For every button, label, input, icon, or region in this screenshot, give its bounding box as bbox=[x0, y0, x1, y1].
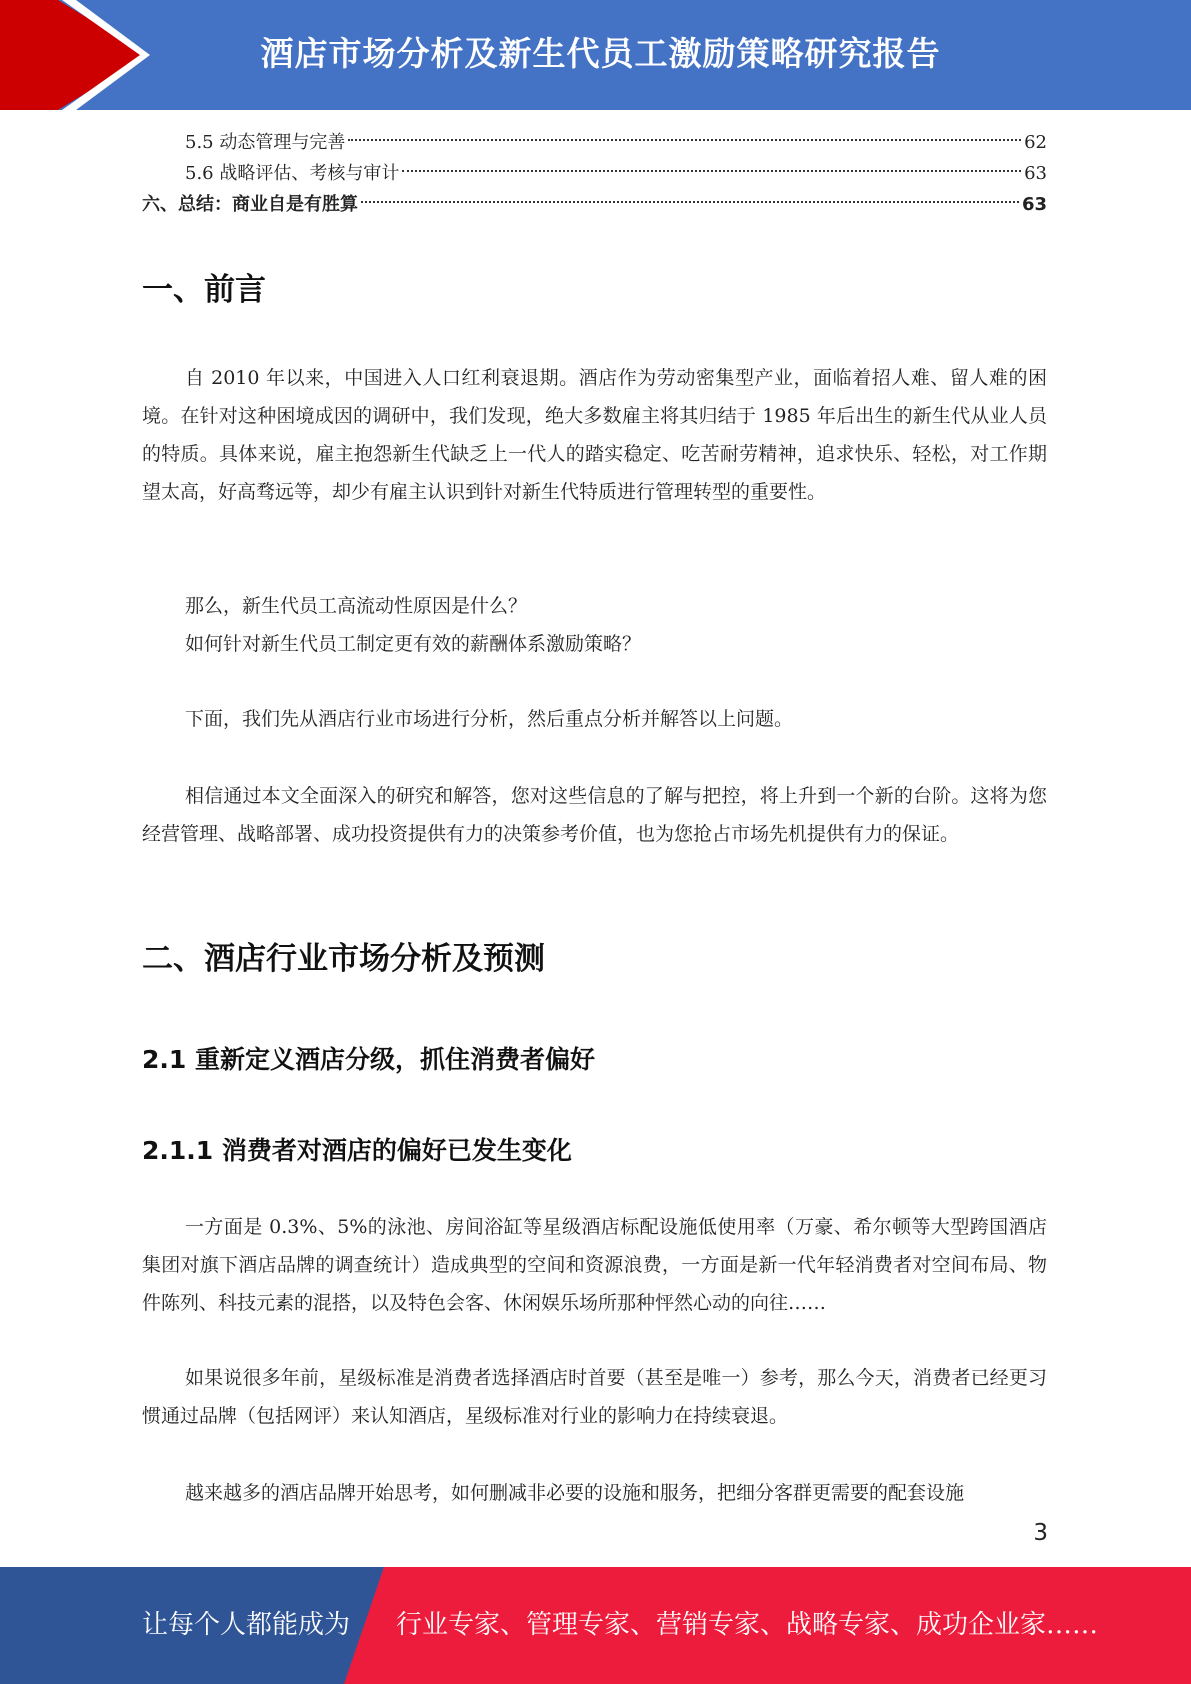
toc-leader-dots bbox=[402, 170, 1021, 172]
toc-leader-dots bbox=[348, 139, 1021, 141]
paragraph: 如果说很多年前，星级标准是消费者选择酒店时首要（甚至是唯一）参考，那么今天，消费者已经更习惯通过品牌（包括网评）来认知酒店，星级标准对行业的影响力在持续衰退。 bbox=[142, 1367, 1047, 1427]
toc-entry[interactable] bbox=[142, 127, 1047, 158]
paragraph: 下面，我们先从酒店行业市场进行分析，然后重点分析并解答以上问题。 bbox=[185, 708, 794, 730]
paragraph: 自 2010 年以来，中国进入人口红利衰退期。酒店作为劳动密集型产业，面临着招人难、留人难的困境。在针对这种困境成因的调研中，我们发现，绝大多数雇主将其归结于 1985 年后出生的新生代从业人员的特质。具体来说，雇主抱怨新生代缺乏上一代人的踏实稳定、吃苦耐劳精神，追求快乐、轻松，对工作期望太高，好高骛远等，却少有雇主认识到针对新生代特质进行管理转型的重要性。 bbox=[142, 367, 1047, 503]
paragraph: 一方面是 0.3%、5%的泳池、房间浴缸等星级酒店标配设施低使用率（万豪、希尔顿等大型跨国酒店集团对旗下酒店品牌的调查统计）造成典型的空间和资源浪费，一方面是新一代年轻消费者对空间布局、物件陈列、科技元素的混搭，以及特色会客、休闲娱乐场所那种怦然心动的向往…… bbox=[142, 1216, 1047, 1314]
paragraph: 如何针对新生代员工制定更有效的薪酬体系激励策略？ bbox=[185, 633, 642, 655]
footer-slogan-right: 行业专家、管理专家、营销专家、战略专家、成功企业家…… bbox=[396, 1610, 1099, 1640]
report-title: 酒店市场分析及新生代员工激励策略研究报告 bbox=[260, 34, 941, 73]
toc-entry-page: 63 bbox=[1021, 194, 1047, 215]
toc-entry-label: 5.6 战略评估、考核与审计 bbox=[185, 163, 400, 184]
section-heading-market: 二、酒店行业市场分析及预测 bbox=[142, 941, 545, 977]
toc-entry[interactable] bbox=[142, 189, 1047, 220]
paragraph: 越来越多的酒店品牌开始思考，如何删减非必要的设施和服务，把细分客群更需要的配套设施 bbox=[185, 1482, 965, 1504]
page-header bbox=[0, 0, 1191, 110]
table-of-contents bbox=[142, 127, 1047, 220]
footer-slogan-left: 让每个人都能成为 bbox=[142, 1610, 351, 1640]
toc-entry-label: 六、总结：商业自是有胜算 bbox=[142, 194, 358, 215]
section-heading-preface: 一、前言 bbox=[142, 272, 266, 308]
toc-entry[interactable] bbox=[142, 158, 1047, 189]
paragraph: 那么，新生代员工高流动性原因是什么？ bbox=[185, 595, 528, 617]
subsection-heading: 2.1.1 消费者对酒店的偏好已发生变化 bbox=[142, 1136, 572, 1165]
toc-entry-page: 63 bbox=[1024, 163, 1047, 184]
toc-entry-label: 5.5 动态管理与完善 bbox=[185, 132, 346, 153]
subsection-heading: 2.1 重新定义酒店分级，抓住消费者偏好 bbox=[142, 1045, 595, 1074]
paragraph: 相信通过本文全面深入的研究和解答，您对这些信息的了解与把控，将上升到一个新的台阶。这将为您经营管理、战略部署、成功投资提供有力的决策参考价值，也为您抢占市场先机提供有力的保证。 bbox=[142, 785, 1047, 845]
page-footer bbox=[0, 1567, 1191, 1684]
toc-entry-page: 62 bbox=[1024, 132, 1047, 153]
page-number: 3 bbox=[1033, 1520, 1048, 1546]
toc-leader-dots bbox=[361, 201, 1019, 203]
